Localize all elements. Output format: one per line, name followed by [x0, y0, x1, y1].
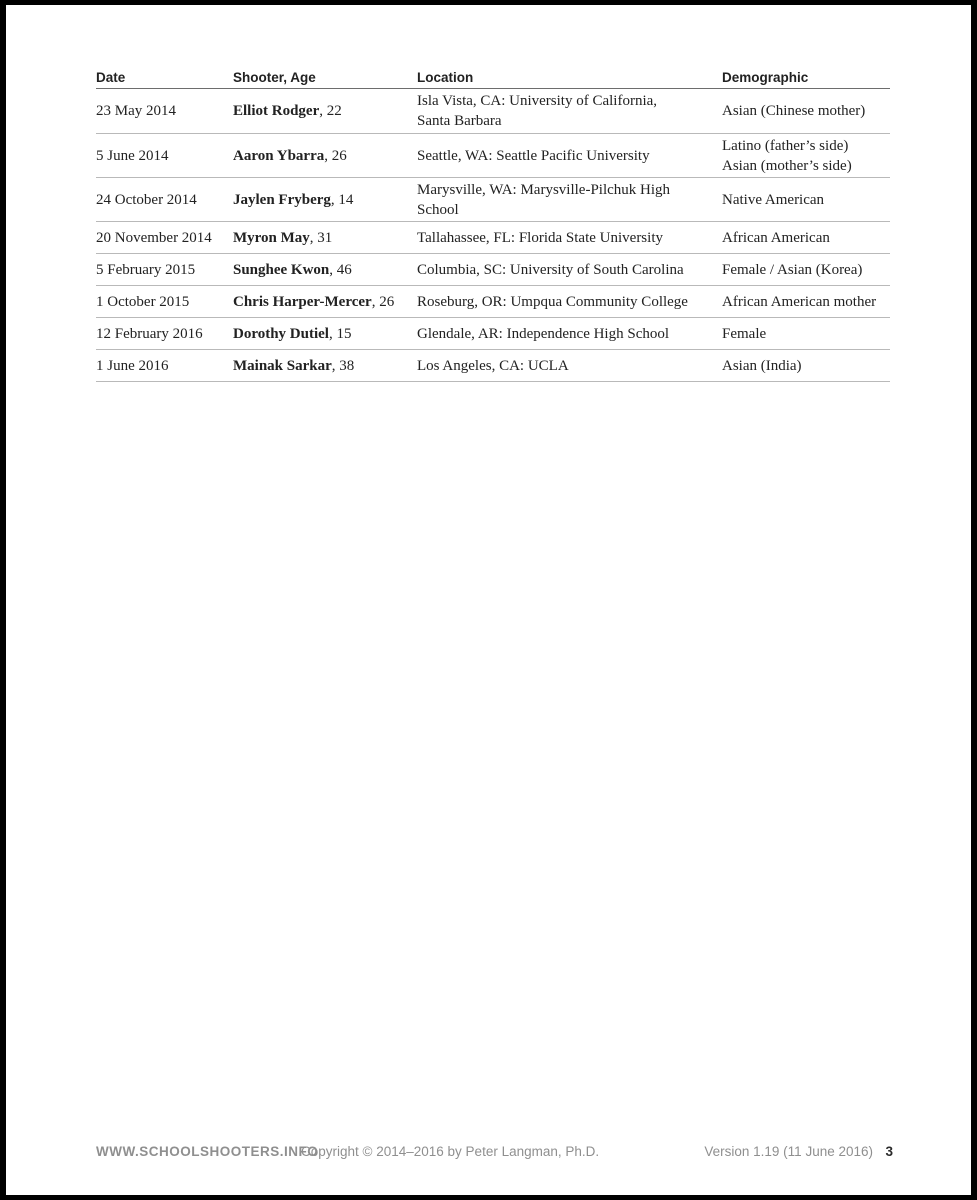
table-row [96, 318, 890, 350]
demographic-line: Female [722, 325, 767, 342]
cell-shooter [233, 318, 417, 350]
cell-demographic [722, 89, 890, 134]
location-line: Tallahassee, FL: Florida State University [417, 229, 663, 246]
shooter-age: , 31 [309, 229, 333, 246]
cell-demographic [722, 318, 890, 350]
location-line: Santa Barbara [417, 113, 502, 129]
shooter-age: , 26 [324, 147, 347, 164]
cell-date: 12 February 2016 [96, 318, 233, 350]
shooter-name: Aaron Ybarra [233, 147, 325, 164]
demographic-line: African American [722, 229, 830, 246]
cell-location [417, 350, 722, 382]
shooter-age: , 14 [330, 191, 354, 208]
cell-demographic [722, 178, 890, 222]
cell-date: 20 November 2014 [96, 222, 233, 254]
cell-shooter [233, 178, 417, 222]
cell-location [417, 134, 722, 178]
cell-shooter [233, 286, 417, 318]
shooter-name: Chris Harper-Mercer [233, 293, 372, 310]
page-footer [96, 1144, 893, 1162]
location-line: Roseburg, OR: Umpqua Community College [417, 293, 688, 310]
shooter-name: Jaylen Fryberg [233, 191, 331, 208]
cell-location [417, 222, 722, 254]
shooter-age: , 38 [331, 357, 355, 374]
document-page [6, 5, 971, 1195]
cell-date: 23 May 2014 [96, 89, 233, 134]
demographic-line: Native American [722, 191, 825, 208]
demographic-line: Asian (mother’s side) [722, 157, 852, 174]
shooter-name: Sunghee Kwon [233, 261, 330, 278]
cell-date: 5 June 2014 [96, 134, 233, 178]
cell-location [417, 318, 722, 350]
cell-demographic [722, 350, 890, 382]
shooter-age: , 22 [319, 103, 342, 119]
footer-copyright: Copyright © 2014–2016 by Peter Langman, Ph.D. [301, 1144, 600, 1159]
location-line: Glendale, AR: Independence High School [417, 325, 670, 342]
demographic-line: African American mother [722, 293, 877, 310]
demographic-line: Latino (father’s side) [722, 137, 849, 154]
table-row [96, 89, 890, 134]
shooters-table [96, 65, 890, 382]
page-number: 3 [885, 1144, 893, 1159]
cell-location [417, 286, 722, 318]
footer-site-link[interactable]: WWW.SCHOOLSHOOTERS.INFO [96, 1144, 319, 1159]
cell-date: 24 October 2014 [96, 178, 233, 222]
cell-shooter [233, 222, 417, 254]
cell-date: 1 October 2015 [96, 286, 233, 318]
cell-demographic [722, 254, 890, 286]
cell-demographic [722, 222, 890, 254]
cell-shooter [233, 254, 417, 286]
table-header-row [96, 65, 890, 89]
cell-date: 5 February 2015 [96, 254, 233, 286]
table-row [96, 286, 890, 318]
table-row [96, 134, 890, 178]
demographic-line: Female / Asian (Korea) [722, 261, 863, 278]
table-row [96, 222, 890, 254]
location-line: Seattle, WA: Seattle Pacific University [417, 147, 650, 164]
shooter-age: , 15 [328, 325, 352, 342]
demographic-line: Asian (Chinese mother) [722, 103, 866, 119]
cell-date: 1 June 2016 [96, 350, 233, 382]
header-location: Location [417, 65, 722, 89]
cell-location [417, 89, 722, 134]
location-line: Los Angeles, CA: UCLA [417, 357, 569, 374]
footer-version: Version 1.19 (11 June 2016) [704, 1144, 873, 1159]
shooter-name: Myron May [233, 229, 310, 246]
cell-shooter [233, 350, 417, 382]
shooter-name: Mainak Sarkar [233, 357, 332, 374]
cell-demographic [722, 134, 890, 178]
header-date: Date [96, 65, 233, 89]
cell-demographic [722, 286, 890, 318]
location-line: Columbia, SC: University of South Carolina [417, 261, 684, 278]
location-line: Marysville, WA: Marysville-Pilchuk High [417, 181, 671, 198]
header-shooter-age: Shooter, Age [233, 65, 417, 89]
table-row [96, 254, 890, 286]
cell-location [417, 178, 722, 222]
header-demographic: Demographic [722, 65, 890, 89]
cell-shooter [233, 89, 417, 134]
location-line: Isla Vista, CA: University of California, [417, 93, 658, 109]
shooter-name: Dorothy Dutiel [233, 325, 329, 342]
table-row [96, 178, 890, 222]
shooter-name: Elliot Rodger [233, 103, 320, 119]
location-line: School [417, 201, 459, 218]
cell-shooter [233, 134, 417, 178]
cell-location [417, 254, 722, 286]
shooter-age: , 26 [371, 293, 395, 310]
shooter-age: , 46 [329, 261, 352, 278]
demographic-line: Asian (India) [722, 357, 802, 374]
table-row [96, 350, 890, 382]
